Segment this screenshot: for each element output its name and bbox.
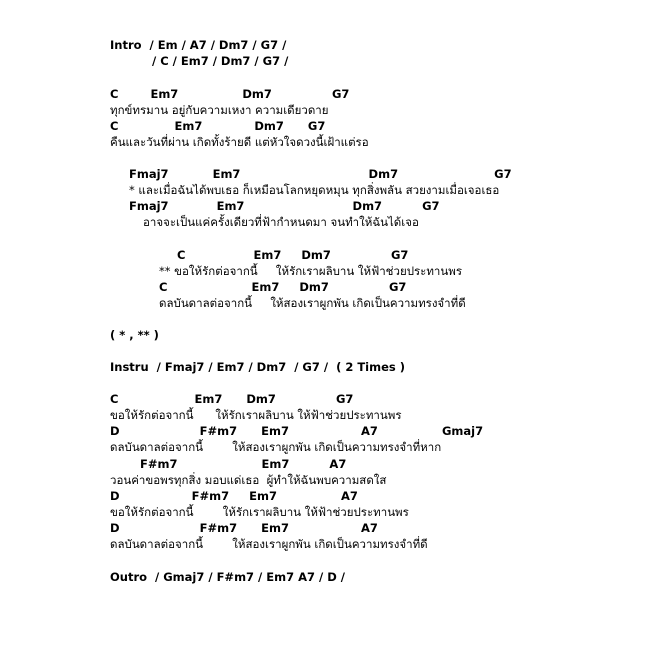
chorus2-lyric-2: ดลบันดาลต่อจากนี้ ให้สองเราผูกพัน เกิดเป็นความทรงจำที่หาก xyxy=(110,440,442,454)
chorus2-chords-1: C Em7 Dm7 G7 xyxy=(110,392,354,406)
chorus2-chords-5: D F#m7 Em7 A7 xyxy=(110,521,378,535)
chorus2-chords-2: D F#m7 Em7 A7 Gmaj7 xyxy=(110,424,484,438)
verse1-lyric-1: ทุกข์ทรมาน อยู่กับความเหงา ความเดียวดาย xyxy=(110,103,329,117)
chorus1-lyric-1: ** ขอให้รักต่อจากนี้ ให้รักเราผลิบาน ให้ฟ้าช่วยประทานพร xyxy=(159,264,462,278)
chorus2-lyric-3: วอนค่าขอพรทุกสิ่ง มอบแด่เธอ ผู้ทำให้ฉันพบความสดใส xyxy=(110,473,387,487)
chorus2-lyric-1: ขอให้รักต่อจากนี้ ให้รักเราผลิบาน ให้ฟ้าช่วยประทานพร xyxy=(110,408,402,422)
prechorus-lyric-1: * และเมื่อฉันได้พบเธอ ก็เหมือนโลกหยุดหมุน ทุกสิ่งพลัน สวยงามเมื่อเจอเธอ xyxy=(129,183,500,197)
chorus2-chords-4: D F#m7 Em7 A7 xyxy=(110,489,358,503)
chorus2-lyric-4: ขอให้รักต่อจากนี้ ให้รักเราผลิบาน ให้ฟ้าช่วยประทานพร xyxy=(110,505,409,519)
repeat-marker: ( * , ** ) xyxy=(110,328,159,342)
prechorus-chords-2: Fmaj7 Em7 Dm7 G7 xyxy=(129,199,440,213)
chorus2-lyric-5: ดลบันดาลต่อจากนี้ ให้สองเราผูกพัน เกิดเป็นความทรงจำที่ดี xyxy=(110,537,428,551)
instrumental-line: Instru / Fmaj7 / Em7 / Dm7 / G7 / ( 2 Times ) xyxy=(110,360,406,374)
chorus1-chords-1: C Em7 Dm7 G7 xyxy=(177,248,409,262)
prechorus-chords-1: Fmaj7 Em7 Dm7 G7 xyxy=(129,167,512,181)
intro-line-2: / C / Em7 / Dm7 / G7 / xyxy=(152,54,289,68)
intro-line-1: Intro / Em / A7 / Dm7 / G7 / xyxy=(110,38,287,52)
chorus2-chords-3: F#m7 Em7 A7 xyxy=(140,457,347,471)
verse1-chords-1: C Em7 Dm7 G7 xyxy=(110,87,350,101)
verse1-chords-2: C Em7 Dm7 G7 xyxy=(110,119,326,133)
verse1-lyric-2: คืนและวันที่ผ่าน เกิดทั้งร้ายดี แต่หัวใจดวงนี้เฝ้าแต่รอ xyxy=(110,135,369,149)
chorus1-chords-2: C Em7 Dm7 G7 xyxy=(159,280,407,294)
prechorus-lyric-2: อาจจะเป็นแค่ครั้งเดียวที่ฟ้ากำหนดมา จนทำให้ฉันได้เจอ xyxy=(143,215,419,229)
chorus1-lyric-2: ดลบันดาลต่อจากนี้ ให้สองเราผูกพัน เกิดเป็นความทรงจำที่ดี xyxy=(159,296,466,310)
outro-line: Outro / Gmaj7 / F#m7 / Em7 A7 / D / xyxy=(110,570,345,584)
